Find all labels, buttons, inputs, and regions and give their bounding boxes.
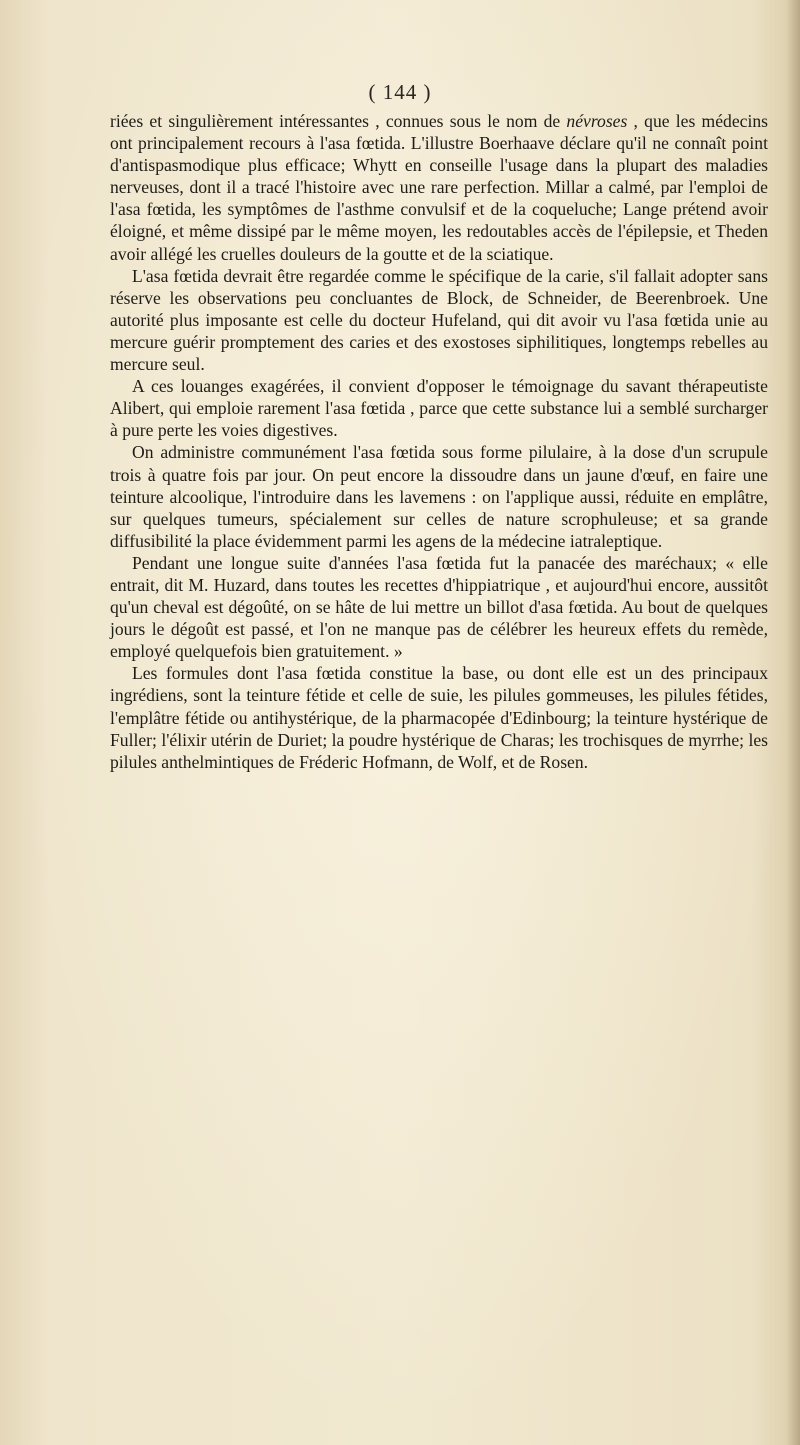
body-text <box>110 110 768 773</box>
paragraph-3: A ces louanges exagérées, il convient d'opposer le témoignage du savant thérapeutiste Alibert, qui emploie rarement l'asa fœtida , parce que cette substance lui a semblé surcharger à pure perte les voies digestives. <box>110 376 768 441</box>
paragraph-6: Les formules dont l'asa fœtida constitue la base, ou dont elle est un des principaux ingrédiens, sont la teinture fétide et celle de suie, les pilules gommeuses, les pilules fétides, l'emplâtre fétide ou antihystérique, de la pharmacopée d'Edinbourg; la teinture hystérique de Fuller; l'élixir utérin de Duriet; la poudre hystérique de Charas; les trochisques de myrrhe; les pilules anthelmintiques de Fréderic Hofmann, de Wolf, et de Rosen. <box>110 663 768 772</box>
paragraph-2: L'asa fœtida devrait être regardée comme le spécifique de la carie, s'il fallait adopter sans réserve les observations peu concluantes de Block, de Schneider, de Beerenbroek. Une autorité plus imposante est celle du docteur Hufeland, qui dit avoir vu l'asa fœtida unie au mercure guérir promptement des caries et des exostoses siphilitiques, longtemps rebelles au mercure seul. <box>110 265 768 375</box>
paragraph-4: On administre communément l'asa fœtida sous forme pilulaire, à la dose d'un scrupule trois à quatre fois par jour. On peut encore la dissoudre dans un jaune d'œuf, en faire une teinture alcoolique, l'introduire dans les lavemens : on l'applique aussi, réduite en emplâtre, sur quelques tumeurs, spécialement sur celles de nature scrophuleuse; et sa grande diffusibilité la place évidemment parmi les agens de la médecine iatraleptique. <box>110 442 768 551</box>
paragraph-1-lead: riées et singulièrement intéressantes , connues sous le nom de <box>110 111 567 131</box>
paragraph-1 <box>110 110 768 265</box>
page-number: ( 144 ) <box>368 80 432 104</box>
paragraph-5: Pendant une longue suite d'années l'asa fœtida fut la panacée des maréchaux; « elle entrait, dit M. Huzard, dans toutes les recettes d'hippiatrique , et aujourd'hui encore, aussitôt qu'un cheval est dégoûté, on se hâte de lui mettre un billot d'asa fœtida. Au bout de quelques jours le dégoût est passé, et l'on ne manque pas de célébrer les heureux effets du remède, employé quelquefois bien gratuitement. » <box>110 552 768 662</box>
page-edge-shadow <box>786 0 800 1445</box>
paragraph-1-rest: , que les médecins ont principalement recours à l'asa fœtida. L'illustre Boerhaave déclare qu'il ne connaît point d'antispasmodique plus efficace; Whytt en conseille l'usage dans la plupart des maladies nerveuses, dont il a tracé l'histoire avec une rare perfection. Millar a calmé, par l'emploi de l'asa fœtida, les symptômes de l'asthme convulsif et de la coqueluche; Lange prétend avoir éloigné, et même dissipé par le même moyen, les redoutables accès de l'épilepsie, et Theden avoir allégé les cruelles douleurs de la goutte et de la sciatique. <box>110 111 768 264</box>
emphasis-nevroses: névroses <box>566 111 628 131</box>
